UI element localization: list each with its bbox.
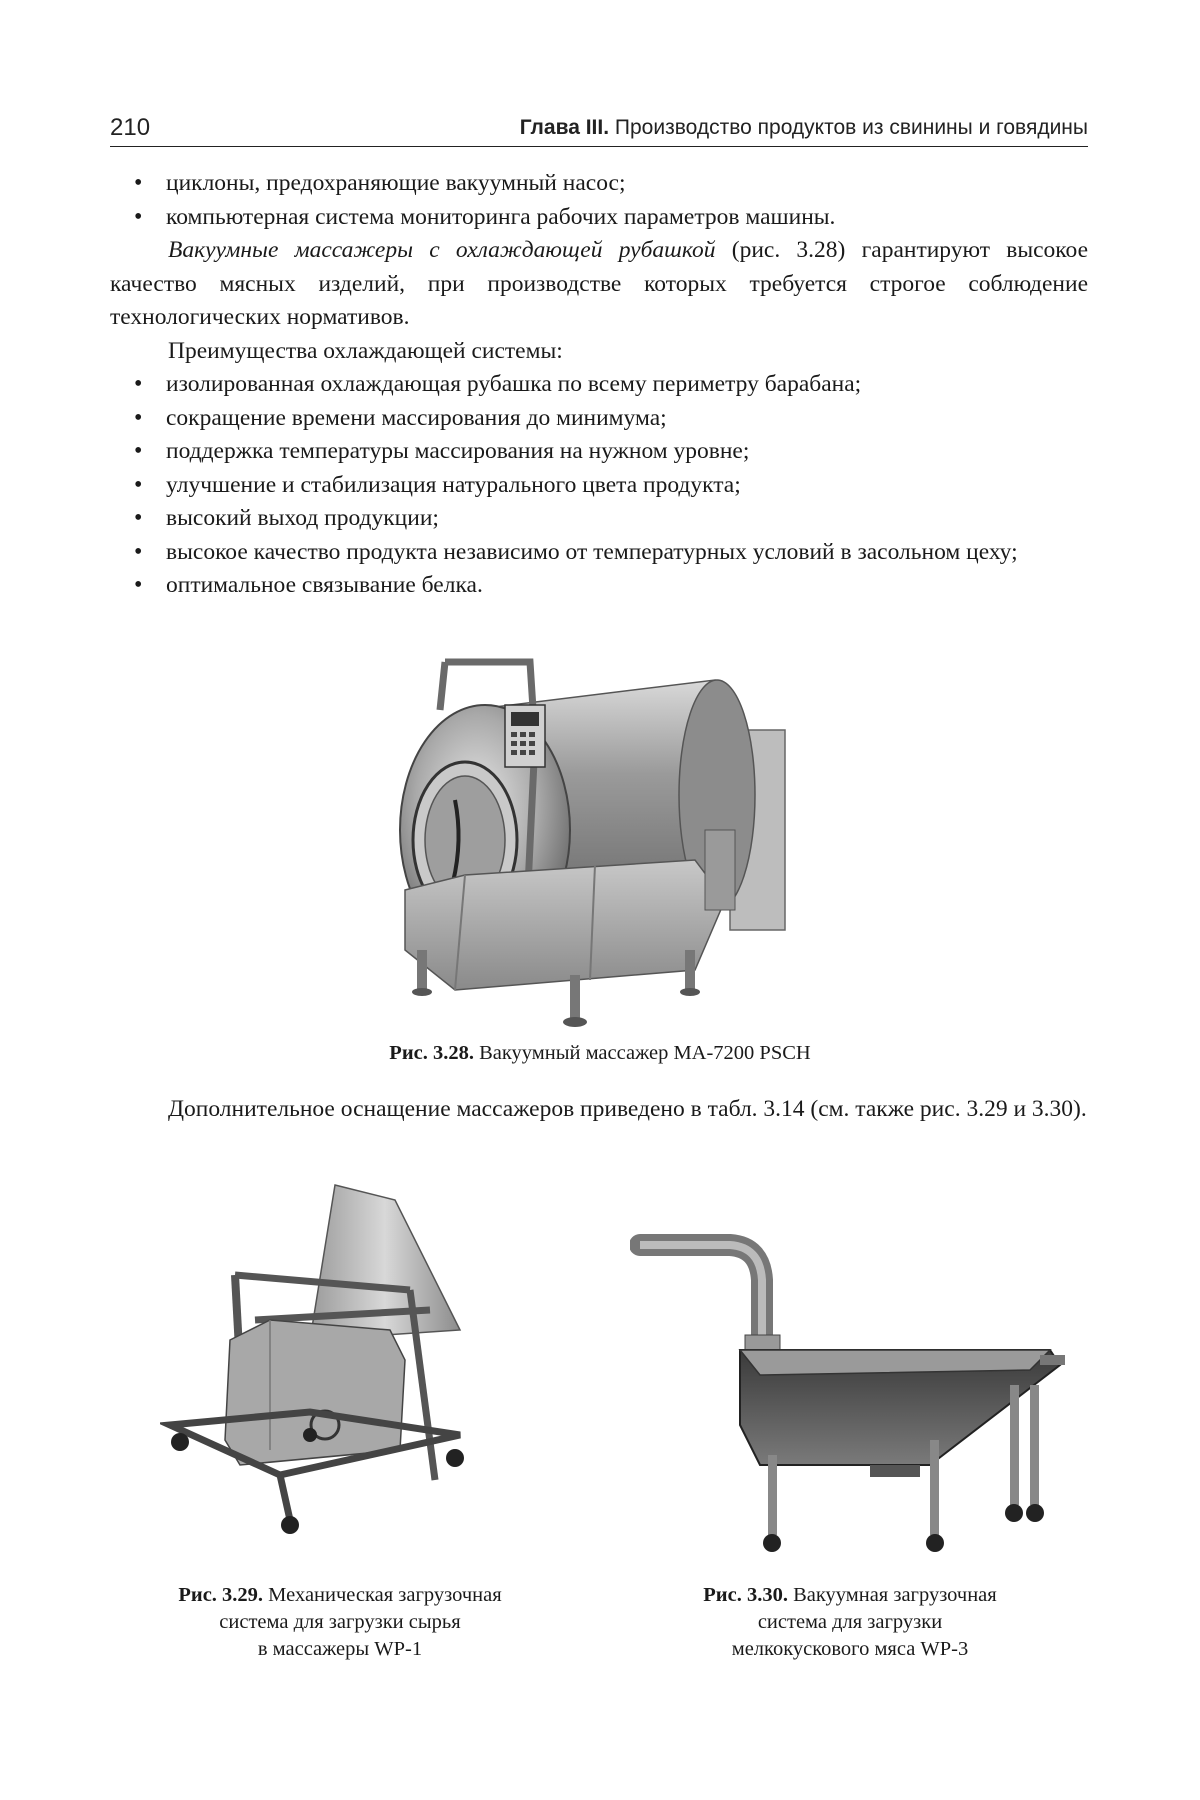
- chapter-name: Производство продуктов из свинины и говядины: [609, 116, 1088, 139]
- chapter-title: [520, 116, 1088, 140]
- list-item: • высокое качество продукта независимо от температурных условий в засольном цеху;: [110, 536, 1088, 570]
- list-item: • сокращение времени массирования до минимума;: [110, 402, 1088, 436]
- chapter-label: Глава III.: [519, 116, 610, 139]
- list-item: • компьютерная система мониторинга рабочих параметров машины.: [110, 201, 1088, 235]
- caption-text: Вакуумный массажер MA-7200 PSCH: [473, 1042, 811, 1064]
- list-item: • изолированная охлаждающая рубашка по всему периметру барабана;: [110, 368, 1088, 402]
- figure-vacuum-tray-photo: [630, 1225, 1070, 1565]
- figure-label: Рис. 3.30.: [703, 1584, 788, 1606]
- advantages-heading: Преимущества охлаждающей системы:: [168, 337, 563, 364]
- caption-text: система для загрузки: [757, 1611, 943, 1633]
- caption-text: Механическая загрузочная: [263, 1584, 502, 1606]
- body-text: [110, 167, 1088, 603]
- paragraph-text: (рис. 3.28) гарантируют высокое качество мясных изделий, при производстве которых требуется строгое соблюдение технологических нормативов.: [110, 237, 1088, 330]
- paragraph-text: Дополнительное оснащение массажеров приведено в табл. 3.14 (см. также рис. 3.29 и 3.30).: [168, 1096, 1087, 1122]
- figure-label: Рис. 3.29.: [178, 1584, 264, 1606]
- paragraph: [110, 1092, 1088, 1126]
- caption-text: система для загрузки сырья: [219, 1611, 461, 1633]
- list-item: • циклоны, предохраняющие вакуумный насос;: [110, 167, 1088, 201]
- caption-text: мелкокускового мяса WP-3: [731, 1638, 969, 1660]
- list-item: • высокий выход продукции;: [110, 502, 1088, 536]
- figure-caption: [200, 1040, 1000, 1067]
- caption-text: в массажеры WP-1: [257, 1638, 423, 1660]
- figure-tumbler-photo: [395, 650, 815, 1030]
- paragraph: [110, 234, 1088, 335]
- figure-caption: [110, 1582, 570, 1663]
- figure-caption: [630, 1582, 1070, 1663]
- caption-text: Вакуумная загрузочная: [787, 1584, 997, 1606]
- page-number: 210: [110, 114, 151, 141]
- figure-label: Рис. 3.28.: [389, 1042, 474, 1064]
- list-item: • поддержка температуры массирования на нужном уровне;: [110, 435, 1088, 469]
- figure-loader-photo: [160, 1180, 540, 1550]
- advantages-list: [110, 368, 1088, 603]
- running-header: [110, 112, 1088, 147]
- italic-term: Вакуумные массажеры с охлаждающей рубашкой: [168, 237, 716, 263]
- top-bullet-list: [110, 167, 1088, 234]
- list-item: • улучшение и стабилизация натурального цвета продукта;: [110, 469, 1088, 503]
- list-item: • оптимальное связывание белка.: [110, 569, 1088, 603]
